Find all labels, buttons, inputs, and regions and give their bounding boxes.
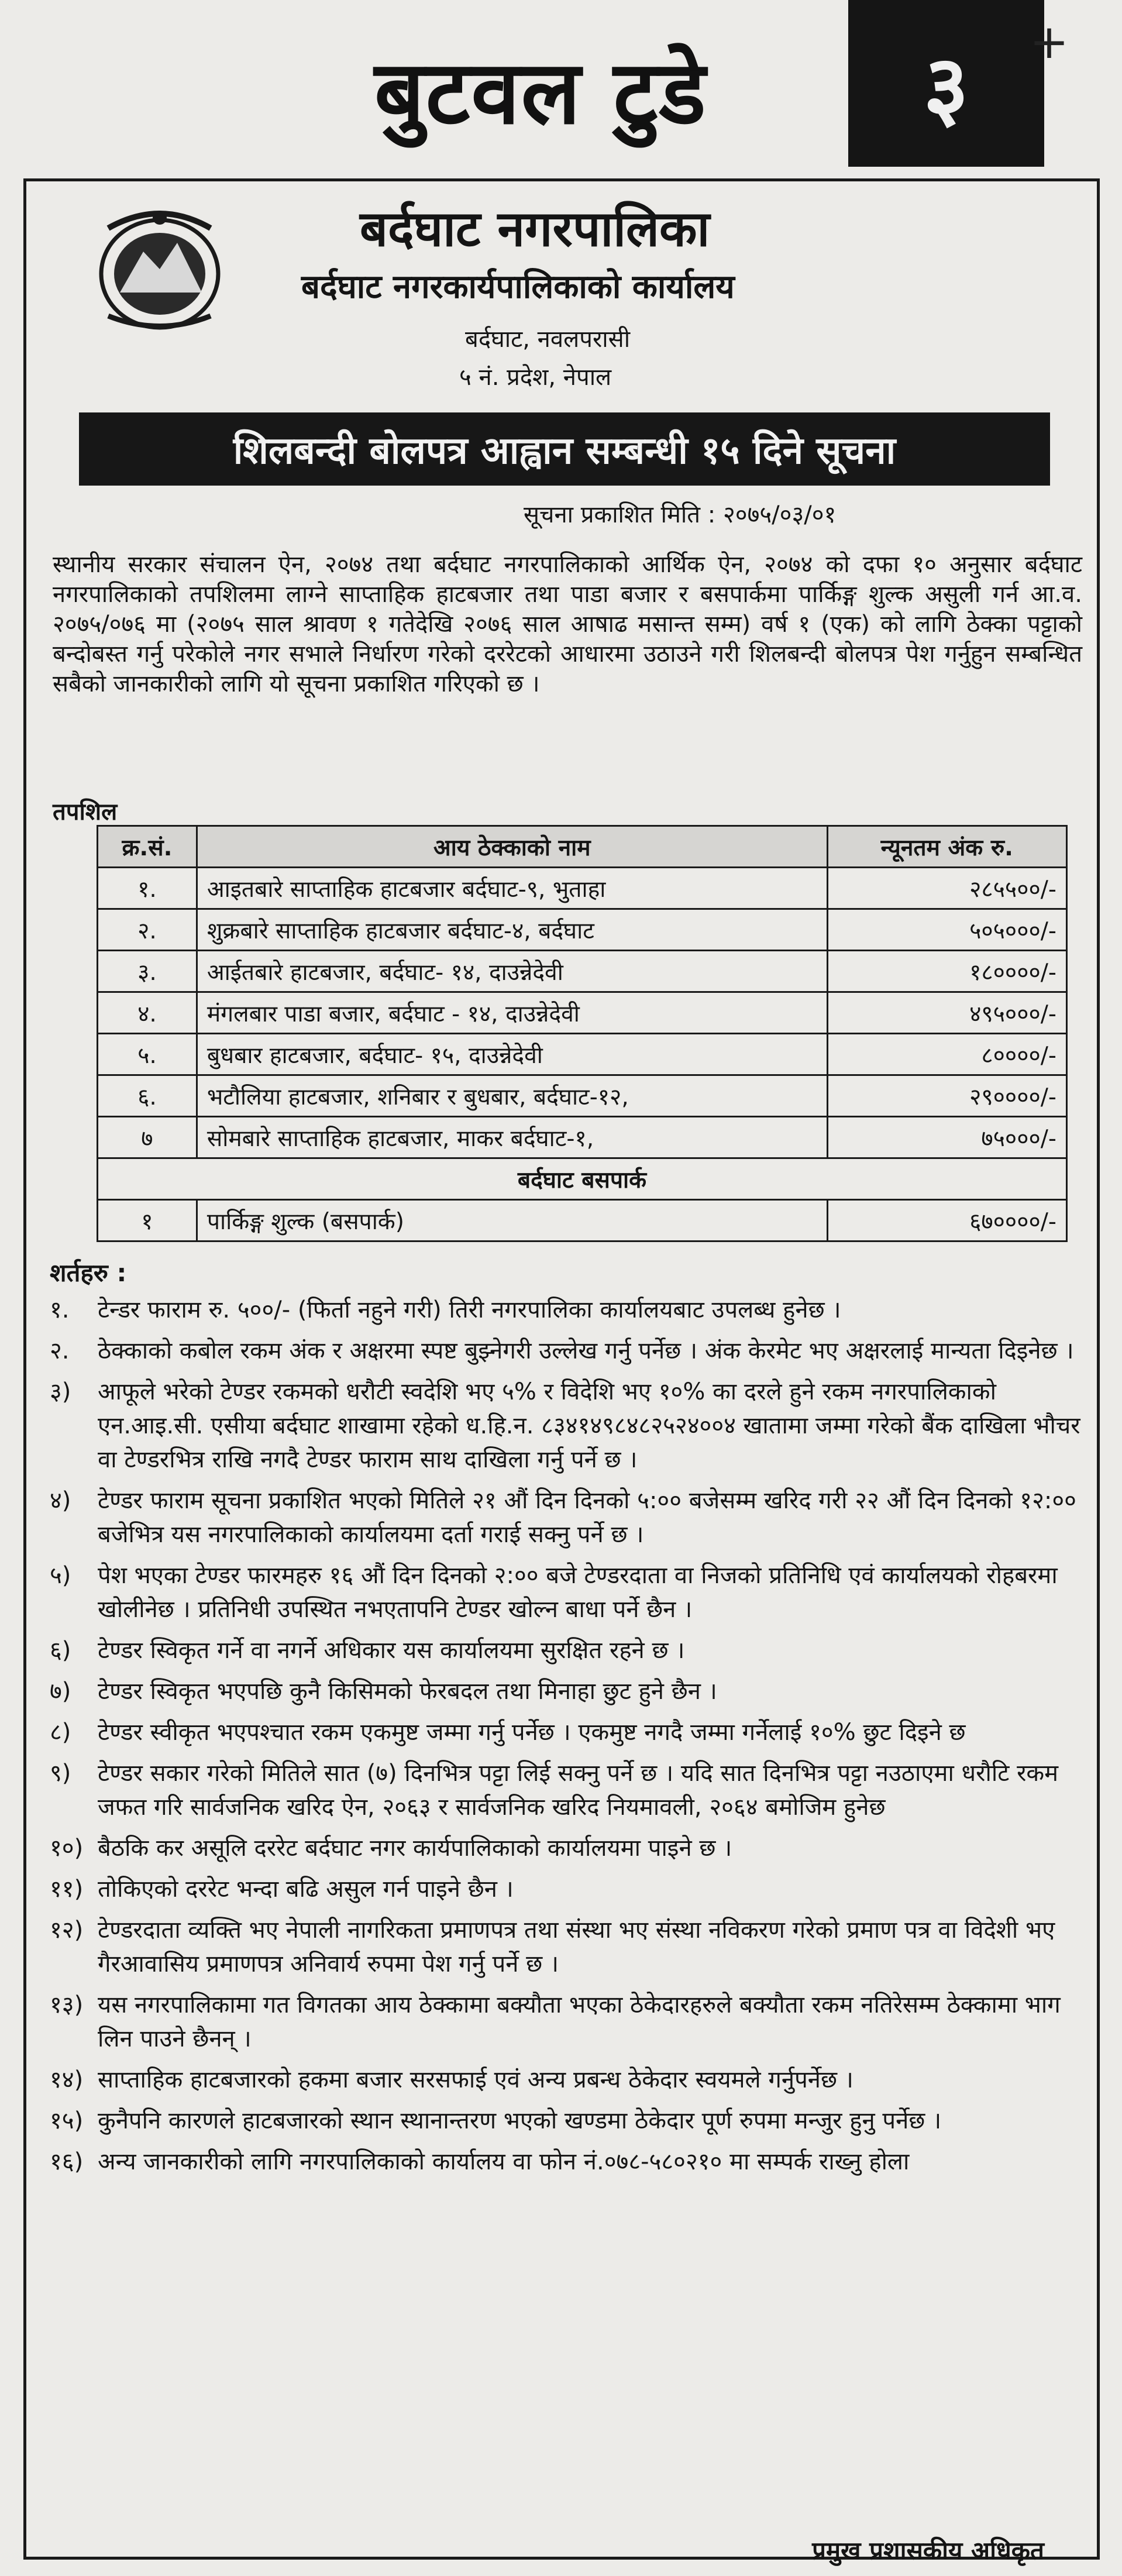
publish-date: सूचना प्रकाशित मिति : २०७५/०३/०१ — [524, 501, 837, 528]
term-number: ५) — [50, 1562, 71, 1589]
term-number: १३) — [50, 1992, 84, 2018]
row-sn: १ — [98, 1200, 197, 1241]
row-name: शुक्रबारे साप्ताहिक हाटबजार बर्दघाट-४, बर्दघाट — [197, 909, 827, 951]
row-amount: ४९५०००/- — [827, 992, 1066, 1034]
term-number: १६) — [50, 2148, 84, 2175]
term-number: ६) — [50, 1637, 71, 1664]
row-name: सोमबारे साप्ताहिक हाटबजार, माकर बर्दघाट-१, — [197, 1117, 827, 1158]
term-item — [50, 1334, 1088, 1368]
term-number: ९) — [50, 1760, 71, 1787]
term-item — [50, 2063, 1088, 2097]
municipality-name: बर्दघाट नगरपालिका — [360, 200, 710, 257]
table-row — [98, 909, 1067, 951]
term-item — [50, 1633, 1088, 1667]
term-item — [50, 2104, 1088, 2138]
section-title: बर्दघाट बसपार्क — [98, 1158, 1067, 1200]
term-number: ११) — [50, 1876, 84, 1903]
term-number: ४) — [50, 1487, 71, 1514]
row-sn: १. — [98, 868, 197, 909]
term-text: टेण्डरदाता व्यक्ति भए नेपाली नागरिकता प्रमाणपत्र तथा संस्था भए संस्था नविकरण गरेको प्रमाण पत्र वा विदेशी भए गैरआवासिय प्रमाणपत्र अनिवार्य रुपमा पेश गर्नु पर्ने छ । — [98, 1917, 1055, 1977]
term-text: बैठकि कर असूलि दररेट बर्दघाट नगर कार्यपालिकाको कार्यालयमा पाइने छ । — [98, 1835, 732, 1862]
term-item — [50, 1559, 1088, 1626]
page-number: ३ — [923, 36, 969, 139]
term-text: यस नगरपालिकामा गत विगतका आय ठेक्कामा बक्यौता भएका ठेकेदारहरुले बक्यौता रकम नतिरेसम्म ठेक्कामा भाग लिन पाउने छैनन् । — [98, 1992, 1061, 2052]
term-number: १४) — [50, 2066, 84, 2093]
row-name: पार्किङ्ग शुल्क (बसपार्क) — [197, 1200, 827, 1241]
row-name: आइतबारे साप्ताहिक हाटबजार बर्दघाट-९, भुताहा — [197, 868, 827, 909]
term-number: ८) — [50, 1719, 71, 1746]
term-text: ठेक्काको कबोल रकम अंक र अक्षरमा स्पष्ट बुझ्नेगरी उल्लेख गर्नु पर्नेछ । अंक केरमेट भए अक्षरलाई मान्यता दिइनेछ । — [98, 1337, 1074, 1364]
term-item — [50, 1831, 1088, 1865]
row-amount: ८००००/- — [827, 1034, 1066, 1075]
term-text: टेण्डर स्वीकृत भएपश्चात रकम एकमुष्ट जम्मा गर्नु पर्नेछ । एकमुष्ट नगदै जम्मा गर्नेलाई १०% छुट दिइने छ — [98, 1719, 966, 1746]
row-amount: ५०५०००/- — [827, 909, 1066, 951]
signature-title: प्रमुख प्रशासकीय अधिकृत — [812, 2536, 1044, 2565]
table-row — [98, 1075, 1067, 1117]
newspaper-title: बुटवल टुडे — [374, 42, 707, 144]
row-amount: २८५५००/- — [827, 868, 1066, 909]
term-text: पेश भएका टेण्डर फारमहरु १६ औं दिन दिनको २:०० बजे टेण्डरदाता वा निजको प्रतिनिधि एवं कार्यालयको रोहबरमा खोलीनेछ । प्रतिनिधी उपस्थित नभएतापनि टेण्डर खोल्न बाधा पर्ने छैन । — [98, 1562, 1058, 1623]
table-row — [98, 1200, 1067, 1241]
term-item — [50, 1375, 1088, 1477]
term-text: टेण्डर सकार गरेको मितिले सात (७) दिनभित्र पट्टा लिई सक्नु पर्ने छ । यदि सात दिनभित्र पट्टा नउठाएमा धरौटि रकम जफत गरि सार्वजनिक खरिद ऐन, २०६३ र सार्वजनिक खरिद नियमावली, २०६४ बमोजिम हुनेछ — [98, 1760, 1059, 1821]
table-section-row — [98, 1158, 1067, 1200]
row-name: भटौलिया हाटबजार, शनिबार र बुधबार, बर्दघाट-१२, — [197, 1075, 827, 1117]
table-row — [98, 1034, 1067, 1075]
row-amount: ६७००००/- — [827, 1200, 1066, 1241]
term-text: टेण्डर स्विकृत भएपछि कुनै किसिमको फेरबदल तथा मिनाहा छुट हुने छैन । — [98, 1678, 717, 1705]
row-sn: ४. — [98, 992, 197, 1034]
notice-title-banner — [79, 412, 1050, 486]
intro-paragraph: स्थानीय सरकार संचालन ऐन, २०७४ तथा बर्दघाट नगरपालिकाको आर्थिक ऐन, २०७४ को दफा १० अनुसार बर्दघाट नगरपालिकाको तपशिलमा लाग्ने साप्ताहिक हाटबजार तथा पाडा बजार र बसपार्कमा पार्किङ्ग शुल्क असुली गर्न आ.व. २०७५/०७६ मा (२०७५ साल श्रावण १ गतेदेखि २०७६ साल आषाढ मसान्त सम्म) वर्ष १ (एक) को लागि ठेक्का पट्टाको बन्दोबस्त गर्नु परेकोले नगर सभाले निर्धारण गरेको दररेटको आधारमा उठाउने गरी शिलबन्दी बोलपत्र पेश गर्नुहुन सम्बन्धित सबैको जानकारीको लागि यो सूचना प्रकाशित गरिएको छ । — [53, 551, 1082, 697]
crop-mark: + — [1030, 15, 1069, 69]
column-header-sn: क्र.सं. — [98, 826, 197, 868]
term-number: १०) — [50, 1835, 84, 1862]
column-header-amount: न्यूनतम अंक रु. — [827, 826, 1066, 868]
term-number: २. — [50, 1337, 70, 1364]
terms-list — [50, 1293, 1088, 2186]
row-sn: ६. — [98, 1075, 197, 1117]
row-sn: ७ — [98, 1117, 197, 1158]
column-header-name: आय ठेक्काको नाम — [197, 826, 827, 868]
notice-title: शिलबन्दी बोलपत्र आह्वान सम्बन्धी १५ दिने सूचना — [233, 429, 896, 473]
term-item — [50, 1293, 1088, 1327]
schedule-label: तपशिल — [53, 799, 118, 826]
term-number: १५) — [50, 2107, 84, 2134]
term-text: तोकिएको दररेट भन्दा बढि असुल गर्न पाइने छैन । — [98, 1876, 514, 1903]
term-item — [50, 1484, 1088, 1552]
newspaper-masthead — [0, 0, 1122, 176]
term-item — [50, 1872, 1088, 1906]
term-text: आफूले भरेको टेण्डर रकमको धरौटी स्वदेशि भए ५% र विदेशि भए १०% का दरले हुने रकम नगरपालिकाको एन.आइ.सी. एसीया बर्दघाट शाखामा रहेको ध.हि.न. ८३४१४९८४८२५२४००४ खातामा जम्मा गरेको बैंक दाखिला भौचर वा टेण्डरभित्र राखि नगदै टेण्डर फाराम साथ दाखिला गर्नु पर्ने छ । — [98, 1378, 1080, 1473]
table-row — [98, 951, 1067, 992]
term-item — [50, 2145, 1088, 2179]
tender-table — [97, 825, 1068, 1242]
table-row — [98, 1117, 1067, 1158]
term-text: टेण्डर फाराम सूचना प्रकाशित भएको मितिले २१ औं दिन दिनको ५:०० बजेसम्म खरिद गरी २२ औं दिन दिनको १२:०० बजेभित्र यस नगरपालिकाको कार्यालयमा दर्ता गराई सक्नु पर्ने छ । — [98, 1487, 1076, 1548]
address-line-1: बर्दघाट, नवलपरासी — [465, 326, 631, 353]
office-name: बर्दघाट नगरकार्यपालिकाको कार्यालय — [301, 268, 735, 306]
notice-box — [23, 178, 1100, 2565]
term-item — [50, 1674, 1088, 1708]
row-sn: ३. — [98, 951, 197, 992]
terms-heading: शर्तहरु : — [50, 1258, 127, 1287]
row-name: मंगलबार पाडा बजार, बर्दघाट - १४, दाउन्नेदेवी — [197, 992, 827, 1034]
term-text: साप्ताहिक हाटबजारको हकमा बजार सरसफाई एवं अन्य प्रबन्ध ठेकेदार स्वयमले गर्नुपर्नेछ । — [98, 2066, 853, 2093]
table-row — [98, 992, 1067, 1034]
row-name: आईतबारे हाटबजार, बर्दघाट- १४, दाउन्नेदेवी — [197, 951, 827, 992]
row-amount: ७५०००/- — [827, 1117, 1066, 1158]
table-row — [98, 868, 1067, 909]
row-sn: २. — [98, 909, 197, 951]
row-name: बुधबार हाटबजार, बर्दघाट- १५, दाउन्नेदेवी — [197, 1034, 827, 1075]
term-number: १. — [50, 1296, 70, 1323]
row-sn: ५. — [98, 1034, 197, 1075]
term-item — [50, 1913, 1088, 1981]
term-text: कुनैपनि कारणले हाटबजारको स्थान स्थानान्तरण भएको खण्डमा ठेकेदार पूर्ण रुपमा मन्जुर हुनु पर्नेछ । — [98, 2107, 942, 2134]
term-text: टेण्डर स्विकृत गर्ने वा नगर्ने अधिकार यस कार्यालयमा सुरक्षित रहने छ । — [98, 1637, 685, 1664]
row-amount: २९००००/- — [827, 1075, 1066, 1117]
term-item — [50, 1756, 1088, 1824]
term-number: ७) — [50, 1678, 71, 1705]
table-header-row — [98, 826, 1067, 868]
nepal-emblem-icon — [85, 205, 234, 336]
term-item — [50, 1988, 1088, 2056]
term-text: अन्य जानकारीको लागि नगरपालिकाको कार्यालय वा फोन नं.०७८-५८०२१० मा सम्पर्क राख्नु होला — [98, 2148, 910, 2175]
term-number: १२) — [50, 1917, 84, 1944]
term-item — [50, 1715, 1088, 1749]
term-number: ३) — [50, 1378, 71, 1405]
row-amount: १८००००/- — [827, 951, 1066, 992]
page-number-box — [848, 0, 1044, 167]
term-text: टेन्डर फाराम रु. ५००/- (फिर्ता नहुने गरी) तिरी नगरपालिका कार्यालयबाट उपलब्ध हुनेछ । — [98, 1296, 841, 1323]
address-line-2: ५ नं. प्रदेश, नेपाल — [459, 364, 612, 391]
